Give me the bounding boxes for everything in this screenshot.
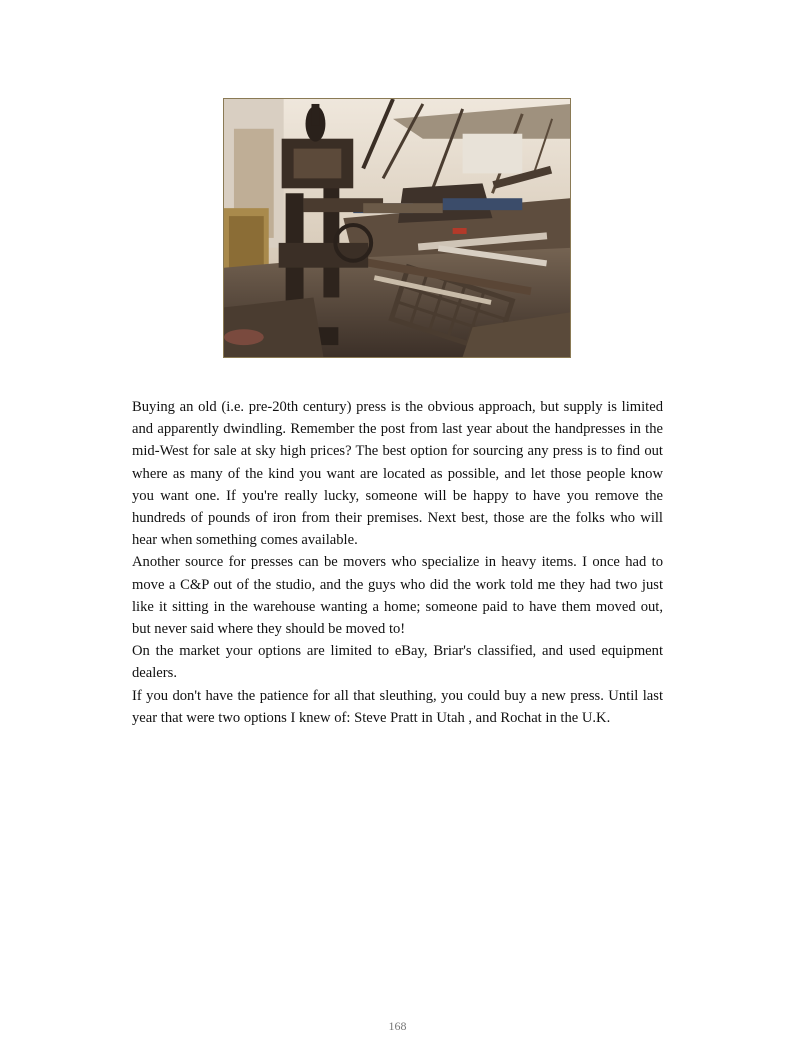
paragraph: On the market your options are limited to eBay, Briar's classified, and used equipment dealers. xyxy=(132,643,663,682)
paragraph: If you don't have the patience for all that sleuthing, you could buy a new press. Until last year that were two options I knew of: Steve Pratt in Utah , and Rochat in the U.K. xyxy=(132,687,663,726)
burned-printing-press-photo-icon xyxy=(224,99,570,357)
paragraph: Another source for presses can be movers who specialize in heavy items. I once had to move a C&P out of the studio, and the guys who did the work told me they had two just like it sitting in the warehouse wanting a home; someone paid to have them moved out, but never said where they should be moved to! xyxy=(132,554,663,638)
burned-press-photo xyxy=(223,98,571,358)
paragraph: Buying an old (i.e. pre-20th century) press is the obvious approach, but supply is limited and apparently dwindling. Remember the post from last year about the handpresses in the mid-West for sale at sky high prices? The best option for sourcing any press is to find out where as many of the kind you want are located as possible, and let those people know you want one. If you're really lucky, someone will be happy to have you remove the hundreds of pounds of iron from their premises. Next best, those are the folks who will hear when something comes available. xyxy=(132,399,663,549)
body-text xyxy=(132,396,663,729)
page-number: 168 xyxy=(388,1019,407,1033)
